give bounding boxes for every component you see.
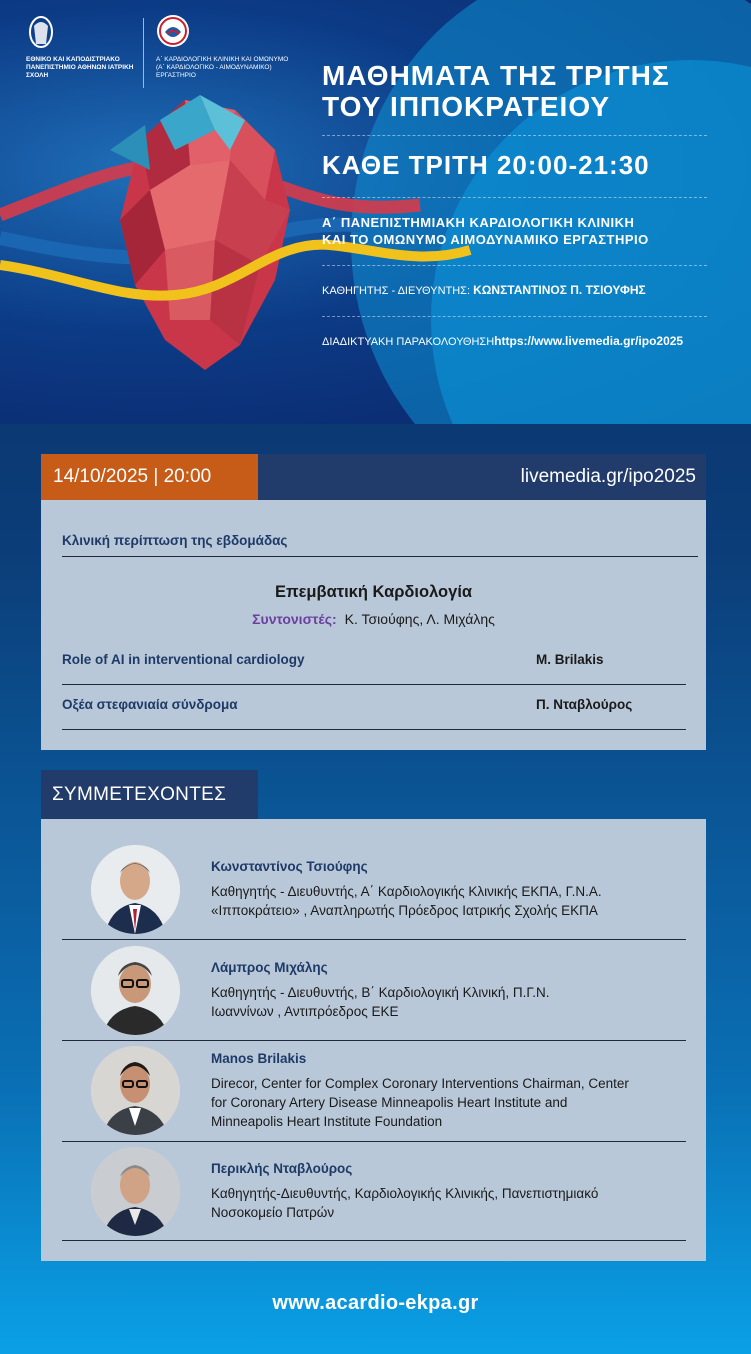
participant-title: Direcor, Center for Complex Coronary Interventions Chairman, Center for Coronary Artery Disease Minneapolis Heart Institute and Minneapolis Heart Institute Foundation (211, 1076, 629, 1129)
participants-tab: ΣΥΜΜΕΤΕΧΟΝΤΕΣ (41, 770, 258, 819)
divider (322, 197, 707, 198)
clinic-name-line-1: Α΄ ΠΑΝΕΠΙΣΤΗΜΙΑΚΗ ΚΑΡΔΙΟΛΟΓΙΚΗ ΚΛΙΝΙΚΗ (322, 215, 635, 230)
divider (62, 1240, 686, 1241)
clinic-emblem-icon (156, 14, 190, 48)
participant-title: Καθηγητής - Διευθυντής, Α΄ Καρδιολογικής Κλινικής ΕΚΠΑ, Γ.Ν.Α. «Ιπποκράτειο» , Αναπληρωτής Πρόεδρος Ιατρικής Σχολής ΕΚΠΑ (211, 884, 602, 918)
talk-title: Role of AI in interventional cardiology (62, 652, 305, 667)
moderators (41, 611, 706, 627)
divider (62, 1040, 686, 1041)
athena-emblem-icon (26, 14, 56, 54)
clinic-logo (156, 14, 289, 79)
divider (62, 939, 686, 940)
participants-panel (41, 819, 706, 1261)
participant-name: Manos Brilakis (211, 1051, 307, 1066)
divider (62, 684, 686, 685)
participant-name: Κωνσταντίνος Τσιούφης (211, 859, 368, 874)
divider (62, 556, 698, 557)
avatar (91, 946, 180, 1035)
avatar (91, 1046, 180, 1135)
moderators-names: Κ. Τσιούφης, Λ. Μιχάλης (344, 611, 495, 627)
participant-name: Περικλής Νταβλούρος (211, 1161, 353, 1176)
clinic-name-line-2: ΚΑΙ ΤΟ ΟΜΩΝΥΜΟ ΑΙΜΟΔΥΝΑΜΙΚΟ ΕΡΓΑΣΤΗΡΙΟ (322, 232, 649, 247)
weekly-case-heading: Κλινική περίπτωση της εβδομάδας (62, 533, 288, 548)
divider (62, 1141, 686, 1142)
hero-banner (0, 0, 751, 424)
series-title-line-1: ΜΑΘΗΜΑΤΑ ΤΗΣ ΤΡΙΤΗΣ (322, 60, 670, 91)
website-link[interactable]: www.acardio-ekpa.gr (272, 1292, 479, 1314)
program-panel (41, 500, 706, 750)
online-label: ΔΙΑΔΙΚΤΥΑΚΗ ΠΑΡΑΚΟΛΟΥΘΗΣΗ (322, 336, 495, 348)
participant-title: Καθηγητής - Διευθυντής, Β΄ Καρδιολογική Κλινική, Π.Γ.Ν. Ιωαννίνων , Αντιπρόεδρος ΕΚΕ (211, 985, 550, 1019)
divider (322, 135, 707, 136)
session-date-tab: 14/10/2025 | 20:00 (41, 454, 258, 500)
participant-title: Καθηγητής-Διευθυντής, Καρδιολογικής Κλινικής, Πανεπιστημιακό Νοσοκομείο Πατρών (211, 1186, 599, 1220)
divider (62, 729, 686, 730)
logo-divider (143, 18, 144, 88)
session-title: Επεμβατική Καρδιολογία (274, 583, 473, 601)
divider (322, 316, 707, 317)
professor-line (322, 283, 646, 297)
talk-speaker: Π. Νταβλούρος (536, 697, 633, 712)
online-line (322, 334, 683, 348)
university-logo-text: ΕΘΝΙΚΟ ΚΑΙ ΚΑΠΟΔΙΣΤΡΙΑΚΟ ΠΑΝΕΠΙΣΤΗΜΙΟ ΑΘΗΝΩΝ ΙΑΤΡΙΚΗ ΣΧΟΛΗ (26, 56, 134, 79)
moderators-label: Συντονιστές: (252, 611, 337, 627)
professor-name: ΚΩΝΣΤΑΝΤΙΝΟΣ Π. ΤΣΙΟΥΦΗΣ (473, 283, 646, 297)
clinic-name (322, 214, 649, 248)
avatar (91, 845, 180, 934)
talk-speaker: M. Brilakis (536, 652, 604, 667)
divider (322, 265, 707, 266)
university-logo (26, 14, 134, 79)
clinic-logo-text: Α΄ ΚΑΡΔΙΟΛΟΓΙΚΗ ΚΛΙΝΙΚΗ ΚΑΙ ΟΜΩΝΥΜΟ (Α΄ ΚΑΡΔΙΟΛΟΓΙΚΟ - ΑΙΜΟΔΥΝΑΜΙΚΟ) ΕΡΓΑΣΤΗΡΙΟ (156, 56, 289, 79)
schedule: ΚΑΘΕ ΤΡΙΤΗ 20:00-21:30 (322, 150, 650, 180)
series-title-line-2: ΤΟΥ ΙΠΠΟΚΡΑΤΕΙΟΥ (322, 91, 611, 122)
participant-name: Λάμπρος Μιχάλης (211, 960, 328, 975)
online-url-link[interactable]: https://www.livemedia.gr/ipo2025 (494, 334, 684, 348)
series-title (322, 60, 670, 122)
talk-title: Οξέα στεφανιαία σύνδρομα (62, 697, 238, 712)
session-url-link[interactable]: livemedia.gr/ipo2025 (258, 454, 706, 500)
professor-label: ΚΑΘΗΓΗΤΗΣ - ΔΙΕΥΘΥΝΤΗΣ: (322, 285, 471, 297)
avatar (91, 1147, 180, 1236)
